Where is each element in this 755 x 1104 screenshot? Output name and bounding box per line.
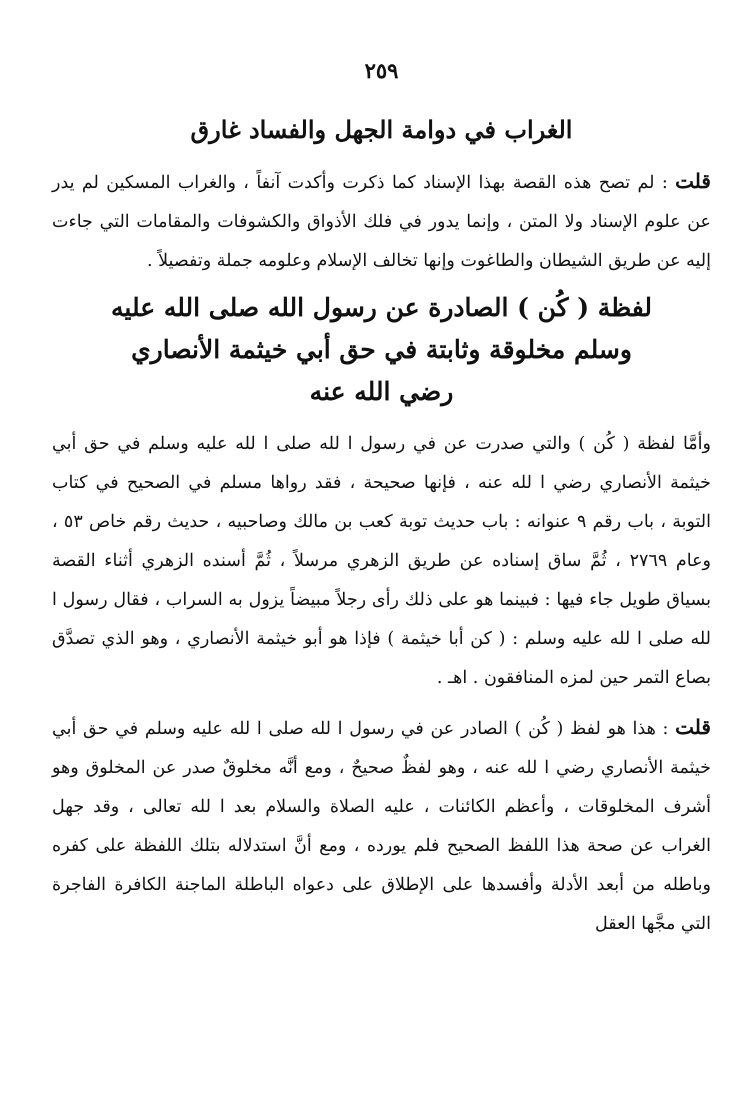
page-number: ٢٥٩ (364, 58, 399, 83)
paragraph-text: : لم تصح هذه القصة بهذا الإسناد كما ذكرت وأكدت آنفاً ، والغراب المسكين لم يدر عن علوم الإسناد ولا المتن ، وإنما يدور في فلك الأذواق والكشوفات والمقامات التي جاءت إليه عن طريق الشيطان والطاغوت وإنها تخالف الإسلام وعلومه جملة وتفصيلاً . (52, 173, 711, 271)
section-heading-crow: الغراب في دوامة الجهل والفساد غارق (190, 115, 573, 144)
paragraph-qultu-1 (52, 162, 711, 281)
section-heading-kun (52, 287, 711, 413)
paragraph-text: : هذا هو لفظ ( كُن ) الصادر عن في رسول ا لله صلى ا لله عليه وسلم في حق أبي خيثمة الأنصاري رضي ا لله عنه ، وهو لفظٌ صحيحٌ ، ومع أنَّه مخلوقٌ صدر عن المخلوق وهو أشرف المخلوقات ، وأعظم الكائنات ، عليه الصلاة والسلام بعد ا لله تعالى ، وقد جهل الغراب عن صحة هذا اللفظ الصحيح فلم يورده ، ومع أنَّ استدلاله بتلك اللفظة على كفره وباطله من أبعد الأدلة وأفسدها على الإطلاق على دعواه الباطلة الماجنة الكافرة الفاجرة التي مجَّها العقل (52, 719, 711, 934)
heading-line: رضي الله عنه (309, 377, 454, 406)
lead-word-qultu: قلت (675, 169, 711, 193)
paragraph-qultu-2 (52, 708, 711, 944)
spacer (52, 698, 711, 708)
heading-line: وسلم مخلوقة وثابتة في حق أبي خيثمة الأنصاري (131, 335, 632, 364)
lead-word-qultu: قلت (675, 715, 711, 739)
paragraph-abu-khaythama: وأمَّا لفظة ( كُن ) والتي صدرت عن في رسول ا لله صلى ا لله عليه وسلم في حق أبي خيثمة الأنصاري رضي ا لله عنه ، فإنها صحيحة ، فقد رواها مسلم في الصحيح في كتاب التوبة ، باب رقم ٩ عنوانه : باب حديث توبة كعب بن مالك وصاحبيه ، حديث رقم خاص ٥٣ ، وعام ٢٧٦٩ ، ثُمَّ ساق إسناده عن طريق الزهري مرسلاً ، ثُمَّ أسنده الزهري أثناء القصة بسياق طويل جاء فيها : فبينما هو على ذلك رأى رجلاً مبيضاً يزول به السراب ، فقال رسول ا لله صلى ا لله عليه وسلم : ( كن أبا خيثمة ) فإذا هو أبو خيثمة الأنصاري ، وهو الذي تصدَّق بصاع التمر حين لمزه المنافقون . اهـ . (52, 434, 711, 688)
heading-line: لفظة ( كُن ) الصادرة عن رسول الله صلى الله عليه (111, 293, 652, 322)
